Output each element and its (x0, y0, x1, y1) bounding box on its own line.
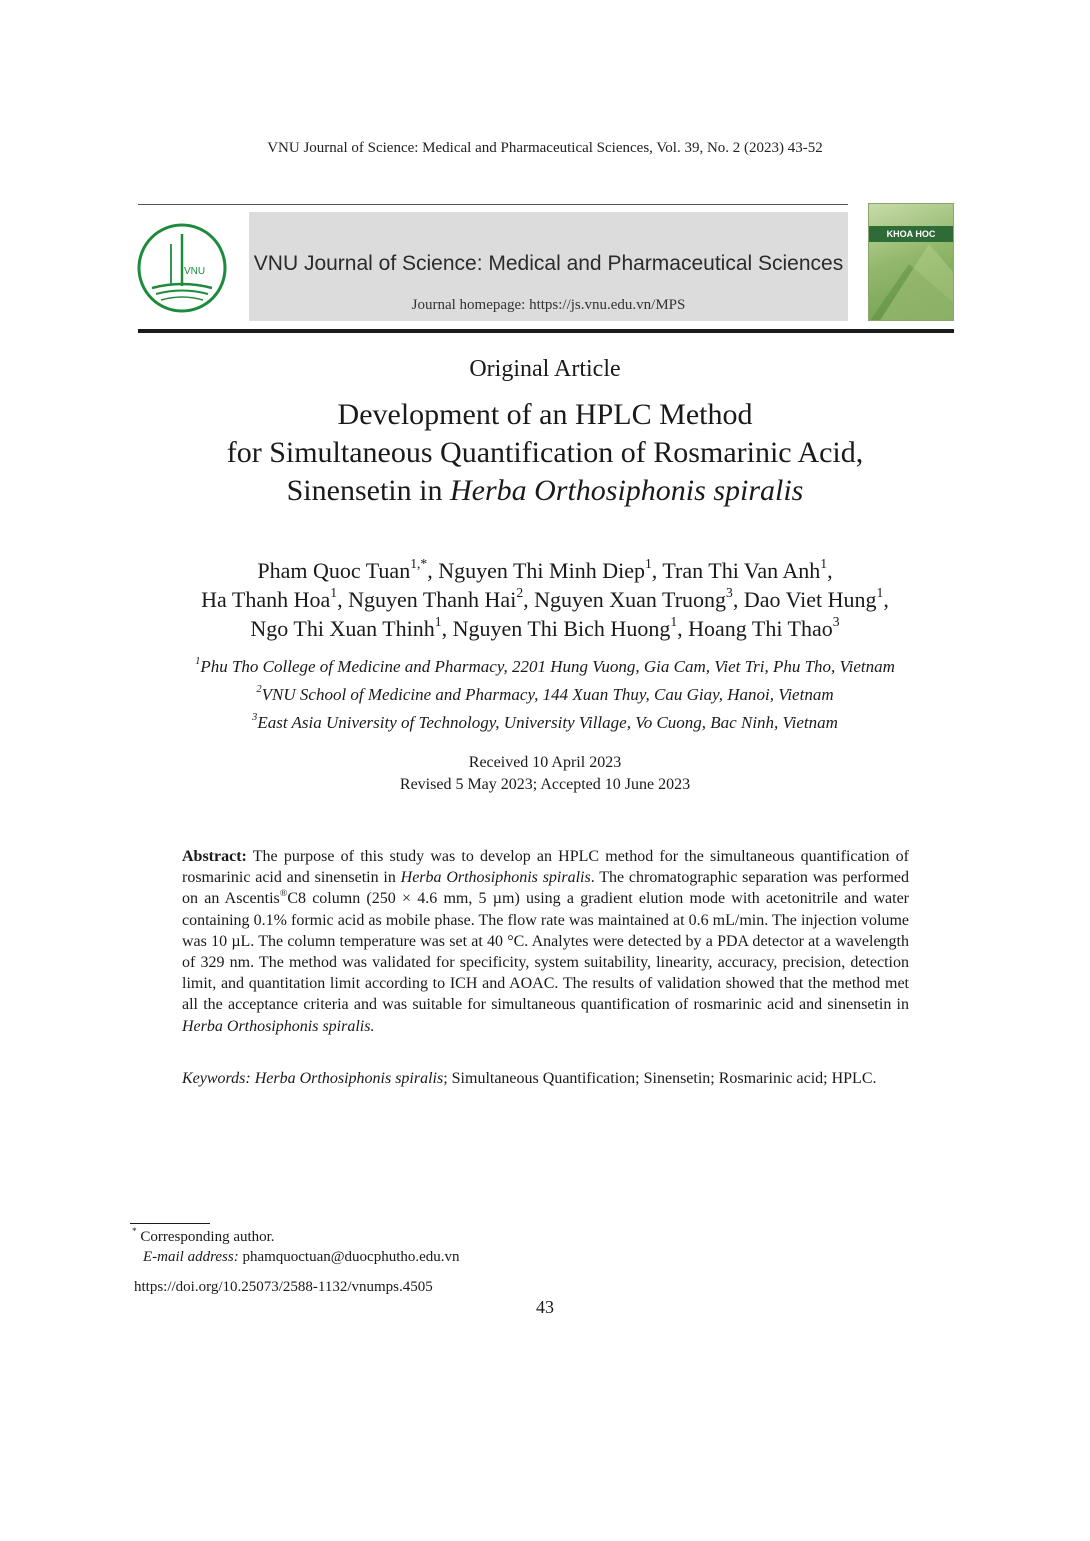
author-affil: 1 (644, 556, 652, 572)
footnote-text: Corresponding author. (136, 1229, 275, 1245)
title-text: Sinensetin in (286, 474, 450, 507)
affiliation (0, 657, 1090, 677)
footnote-rule (130, 1223, 210, 1224)
keywords-text: ; Simultaneous Quantification; Sinensetin; Rosmarinic acid; HPLC. (443, 1070, 877, 1087)
title-line (0, 472, 1090, 510)
journal-banner (249, 212, 848, 321)
footnote-marker: * (132, 1227, 137, 1238)
abstract-species: Herba Orthosiphonis spiralis (400, 869, 591, 887)
author-list (0, 556, 1090, 643)
affiliation-text: East Asia University of Technology, University Village, Vo Cuong, Bac Ninh, Vietnam (257, 713, 838, 732)
author-affil: 3 (726, 585, 733, 601)
title-line: for Simultaneous Quantification of Rosmarinic Acid, (226, 436, 864, 469)
abstract (182, 846, 909, 1037)
vnu-logo-icon (136, 222, 228, 314)
abstract-label: Abstract: (182, 848, 247, 865)
abstract-text: The purpose of this study was to develop an HPLC method for the simultaneous quantification of rosmarinic acid and sinensetin in (182, 848, 909, 887)
header-thick-rule (138, 329, 954, 333)
abstract-species: Herba Orthosiphonis spiralis. (182, 1017, 375, 1035)
banner-title: VNU Journal of Science: Medical and Pharmaceutical Sciences (253, 252, 844, 275)
email-address: phamquoctuan@duocphutho.edu.vn (238, 1249, 460, 1265)
author-affil: 1 (330, 585, 338, 601)
affiliation (0, 713, 1090, 733)
cover-band: KHOA HOC (869, 226, 953, 242)
abstract-text: . The chromatographic separation was performed on an Ascentis (182, 869, 910, 908)
affiliation-number: 3 (252, 712, 258, 724)
author-line: Pham Quoc Tuan$^{1,*}$, Nguyen Thi Minh Diep$^1$, Tran Thi Van Anh$^1$, (257, 556, 833, 583)
author-affil: 2 (516, 585, 524, 601)
author-affil: 1 (876, 585, 884, 601)
article-type: Original Article (469, 356, 621, 382)
abstract-text: C8 column (250 × 4.6 mm, 5 µm) using a gradient elution mode with acetonitrile and water containing 0.1% formic acid as mobile phase. The flow rate was maintained at 0.6 mL/min. The injection volume was 10 µL. The column temperature was set at 40 °C. Analytes were detected by a PDA detector at a wavelength of 329 nm. The method was validated for specificity, system suitability, linearity, accuracy, precision, detection limit, and quantitation limit according to ICH and AOAC. The results of validation showed that the method met all the acceptance criteria and was suitable for simultaneous quantification of rosmarinic acid and sinensetin in (182, 890, 909, 1014)
received-date: Received 10 April 2023 (468, 754, 622, 771)
journal-cover-image (868, 203, 954, 321)
author-name: Nguyen Thanh Hai (348, 587, 517, 612)
affiliation-number: 1 (195, 656, 201, 668)
footnote-email (143, 1249, 460, 1266)
registered-mark: ® (279, 888, 288, 900)
banner-homepage: Journal homepage: https://js.vnu.edu.vn/MPS (411, 297, 686, 313)
author-line: Ha Thanh Hoa$^1$, Nguyen Thanh Hai$^2$, Nguyen Xuan Truong$^3$, Dao Viet Hung$^1$, (201, 585, 889, 612)
revised-accepted-date: Revised 5 May 2023; Accepted 10 June 2023 (399, 776, 691, 793)
logo-text: VNU (184, 266, 206, 277)
article-dates (0, 752, 1090, 796)
author-affil: 1 (820, 556, 828, 572)
affiliation (0, 685, 1090, 705)
author-affil: 1 (670, 614, 678, 630)
footnote-corresponding (132, 1229, 275, 1246)
author-name: Nguyen Thi Bich Huong (452, 616, 671, 641)
author-name: Pham Quoc Tuan (257, 558, 411, 583)
running-head: VNU Journal of Science: Medical and Pharmaceutical Sciences, Vol. 39, No. 2 (2023) 43-52 (267, 140, 823, 156)
header-rule (138, 204, 848, 205)
author-line: Ngo Thi Xuan Thinh$^1$, Nguyen Thi Bich Huong$^1$, Hoang Thi Thao$^3$ (250, 614, 840, 641)
title-line: Development of an HPLC Method (337, 398, 753, 431)
author-affil: 1,* (410, 556, 428, 572)
keywords (182, 1068, 909, 1089)
page-number: 43 (536, 1297, 554, 1317)
article-title (0, 396, 1090, 510)
author-name: Ngo Thi Xuan Thinh (250, 616, 435, 641)
author-affil: 3 (832, 614, 840, 630)
author-name: Hoang Thi Thao (688, 616, 833, 641)
keywords-species: Herba Orthosiphonis spiralis (250, 1070, 444, 1087)
author-name: Dao Viet Hung (743, 587, 877, 612)
author-name: Tran Thi Van Anh (662, 558, 821, 583)
keywords-label: Keywords: (182, 1070, 251, 1087)
author-affil: 1 (434, 614, 442, 630)
affiliation-text: Phu Tho College of Medicine and Pharmacy, 2201 Hung Vuong, Gia Cam, Viet Tri, Phu Tho, Vietnam (200, 657, 895, 676)
author-name: Nguyen Thi Minh Diep (438, 558, 645, 583)
title-species: Herba Orthosiphonis spiralis (449, 474, 804, 507)
email-label: E-mail address: (143, 1249, 239, 1265)
affiliation-number: 2 (256, 684, 262, 696)
affiliation-text: VNU School of Medicine and Pharmacy, 144 Xuan Thuy, Cau Giay, Hanoi, Vietnam (261, 685, 834, 704)
author-name: Nguyen Xuan Truong (534, 587, 727, 612)
doi-link[interactable]: https://doi.org/10.25073/2588-1132/vnumps.4505 (134, 1279, 433, 1295)
author-name: Ha Thanh Hoa (201, 587, 331, 612)
